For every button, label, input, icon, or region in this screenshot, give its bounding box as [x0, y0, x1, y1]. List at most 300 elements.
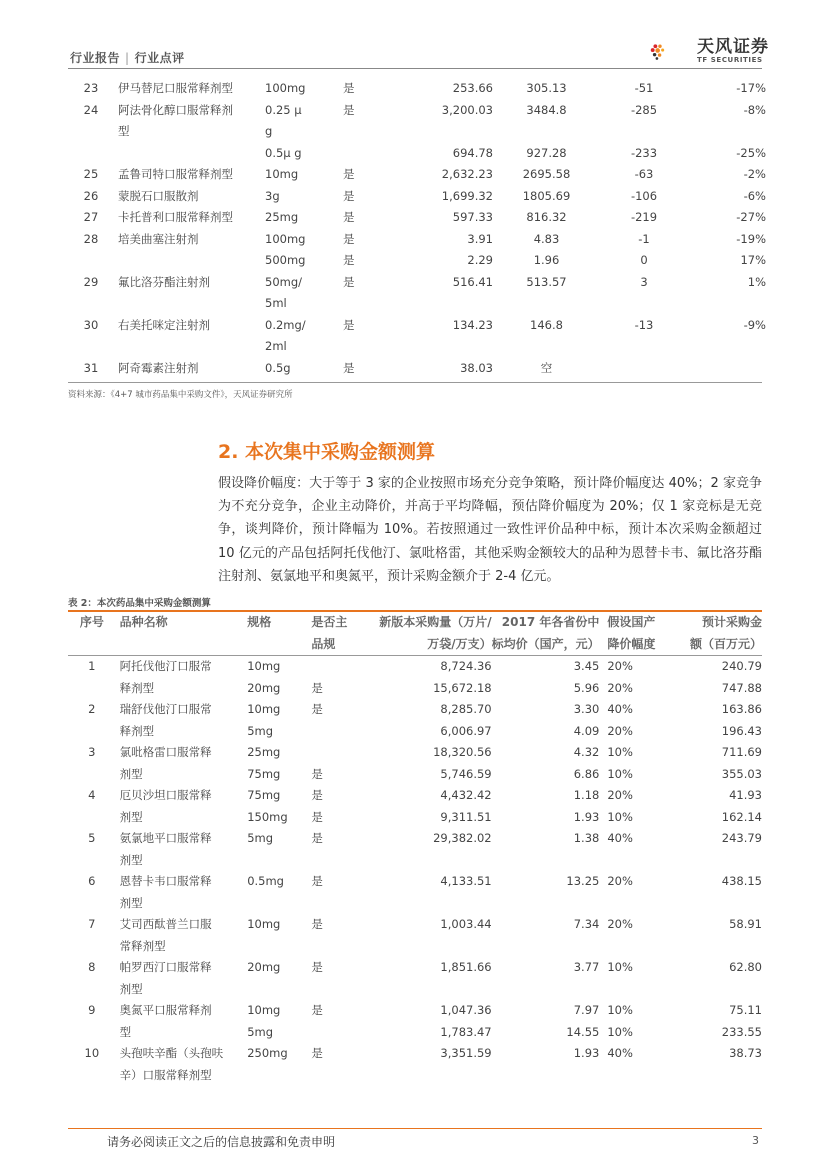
cell-price: 5.96	[573, 680, 600, 695]
cell-spec: 25mg	[265, 210, 299, 224]
table1-bottom-rule	[68, 382, 762, 383]
cell-no: 6	[88, 874, 96, 888]
cell-name: 剂型	[119, 766, 143, 781]
table-row	[68, 1000, 762, 1022]
cell-name: 头孢呋辛酯（头孢呋	[119, 1046, 224, 1060]
cell-price: 3.77	[573, 960, 600, 974]
cell-no: 3	[88, 745, 96, 759]
footer-disclaimer: 请务必阅读正文之后的信息披露和免责申明	[107, 1135, 336, 1149]
cell-spec: 5mg	[247, 831, 274, 845]
cell-name	[114, 143, 265, 165]
col-header-rate-2: 降价幅度	[599, 634, 672, 656]
cell-spec: 250mg	[247, 1046, 288, 1060]
col-header-spec: 规格	[247, 615, 272, 629]
company-logo-name: 天风证券	[697, 37, 769, 57]
cell-name: 释剂型	[119, 723, 155, 738]
cell-spec: 100mg	[265, 81, 306, 95]
cell-vol	[363, 850, 491, 872]
cell-rate	[599, 979, 672, 1001]
cell-price	[395, 336, 493, 358]
col-header-name: 品种名称	[119, 615, 168, 629]
cell-rate	[599, 1065, 672, 1087]
cell-no: 10	[84, 1046, 100, 1060]
cell-prev: 927.28	[526, 145, 567, 160]
cell-no: 24	[83, 102, 99, 117]
table-row	[68, 186, 766, 208]
cell-price: 7.97	[573, 1003, 600, 1017]
cell-flag: 是	[311, 1003, 323, 1017]
cell-flag: 是	[343, 360, 355, 375]
cell-no: 27	[83, 210, 99, 224]
cell-no: 4	[88, 788, 96, 802]
cell-amt	[672, 1065, 762, 1087]
cell-spec: g	[265, 124, 273, 138]
cell-diff: -233	[630, 145, 658, 160]
cell-flag: 是	[343, 274, 355, 289]
cell-amt: 240.79	[721, 659, 762, 673]
section-title: 2. 本次集中采购金额测算	[218, 441, 436, 463]
cell-spec: 20mg	[247, 960, 281, 974]
cell-spec: 500mg	[265, 253, 306, 267]
cell-vol: 4,133.51	[440, 874, 492, 888]
cell-price: 3.45	[573, 659, 600, 673]
cell-flag: 是	[311, 788, 323, 802]
cell-flag	[311, 742, 363, 764]
cell-spec	[247, 936, 311, 958]
footer-divider	[68, 1128, 762, 1129]
cell-no: 28	[83, 231, 99, 246]
cell-name	[114, 336, 265, 358]
cell-no: 23	[83, 81, 99, 95]
cell-price: 4.32	[573, 745, 600, 759]
cell-flag: 是	[343, 167, 355, 181]
cell-name: 氯吡格雷口服常释	[119, 745, 212, 759]
cell-price: 1.93	[573, 1046, 600, 1060]
cell-price	[492, 979, 600, 1001]
cell-name: 艾司西酞普兰口服	[119, 917, 212, 931]
cell-diff	[600, 293, 688, 315]
cell-spec: 10mg	[265, 167, 299, 181]
cell-no	[68, 293, 114, 315]
cell-price: 516.41	[452, 274, 493, 289]
table-row	[68, 272, 766, 294]
cell-amt: 711.69	[721, 745, 762, 759]
cell-spec: 10mg	[247, 917, 281, 931]
cell-spec: 0.5mg	[247, 874, 284, 888]
cell-price: 253.66	[452, 81, 493, 95]
cell-amt: 38.73	[729, 1046, 762, 1060]
cell-vol: 1,783.47	[440, 1024, 492, 1039]
table-row	[68, 164, 766, 186]
cell-diff: -13	[634, 317, 654, 332]
cell-price	[492, 936, 600, 958]
cell-spec: 10mg	[247, 659, 281, 673]
cell-flag: 是	[311, 809, 323, 824]
cell-amt: 243.79	[721, 831, 762, 845]
cell-pct: -2%	[743, 167, 766, 181]
cell-spec: 5mg	[247, 723, 274, 738]
cell-flag: 是	[343, 188, 355, 203]
cell-vol: 18,320.56	[433, 745, 492, 759]
cell-diff: -285	[630, 102, 658, 117]
header-divider	[68, 68, 762, 69]
cell-no: 31	[83, 360, 99, 375]
table-row	[68, 828, 762, 850]
cell-pct: -8%	[743, 102, 766, 117]
cell-flag	[311, 850, 363, 872]
table-row	[68, 250, 766, 272]
cell-spec: 150mg	[247, 809, 288, 824]
table-row	[68, 914, 762, 936]
table2-header-row-1	[68, 612, 762, 634]
table-row	[68, 207, 766, 229]
cell-name: 常释剂型	[119, 938, 166, 953]
cell-vol	[363, 1065, 491, 1087]
col-header-price-2: 标均价（国产，元）	[492, 634, 600, 656]
table-row	[68, 1022, 762, 1044]
cell-price: 3.91	[467, 231, 493, 246]
cell-no: 29	[83, 274, 99, 289]
report-subtype: 行业点评	[134, 51, 185, 65]
cell-price: 38.03	[460, 360, 493, 375]
cell-name: 阿奇霉素注射剂	[118, 360, 199, 375]
cell-name	[114, 250, 265, 272]
header-separator: |	[125, 51, 130, 65]
cell-diff: -106	[630, 188, 658, 203]
cell-no	[68, 1065, 116, 1087]
cell-amt	[672, 893, 762, 915]
cell-spec: 5ml	[265, 296, 287, 310]
cell-price: 134.23	[452, 317, 493, 332]
cell-flag	[311, 979, 363, 1001]
cell-name: 辛）口服常释剂型	[119, 1067, 212, 1082]
cell-vol: 1,047.36	[440, 1003, 492, 1017]
cell-name: 阿法骨化醇口服常释剂	[118, 102, 233, 117]
cell-flag: 是	[311, 831, 323, 845]
cell-rate: 20%	[607, 917, 633, 931]
cell-flag	[311, 1065, 363, 1087]
cell-name: 剂型	[119, 981, 143, 996]
cell-vol: 8,724.36	[440, 659, 492, 673]
cell-no	[68, 121, 114, 143]
cell-spec	[247, 850, 311, 872]
cell-vol: 15,672.18	[433, 680, 492, 695]
cell-name: 瑞舒伐他汀口服常	[119, 702, 212, 716]
cell-name: 氟比洛芬酯注射剂	[118, 274, 210, 289]
table-row	[68, 100, 766, 122]
cell-amt: 162.14	[721, 809, 762, 824]
cell-rate: 10%	[607, 1024, 633, 1039]
cell-prev: 3484.8	[526, 102, 567, 117]
cell-spec: 2ml	[265, 339, 287, 353]
cell-flag	[311, 1022, 363, 1044]
cell-prev	[493, 293, 600, 315]
cell-flag: 是	[311, 702, 323, 716]
cell-vol: 9,311.51	[440, 809, 492, 824]
cell-vol	[363, 893, 491, 915]
cell-rate: 40%	[607, 702, 633, 716]
cell-name: 剂型	[119, 895, 143, 910]
cell-diff	[600, 121, 688, 143]
cell-name: 型	[119, 1024, 132, 1039]
cell-name: 恩替卡韦口服常释	[119, 874, 212, 888]
table-row	[68, 336, 766, 358]
cell-no	[68, 678, 116, 700]
cell-price: 1.38	[573, 831, 600, 845]
cell-no	[68, 250, 114, 272]
cell-prev: 1805.69	[522, 188, 571, 203]
cell-diff: -1	[638, 231, 650, 246]
cell-price: 6.86	[573, 766, 600, 781]
table-row	[68, 742, 762, 764]
cell-name: 伊马替尼口服常释剂型	[118, 81, 233, 95]
cell-rate: 10%	[607, 1003, 633, 1017]
cell-pct: 1%	[747, 274, 766, 289]
table2-caption: 表 2：本次药品集中采购金额测算	[68, 598, 211, 609]
cell-no: 5	[88, 831, 96, 845]
cell-diff: -219	[630, 210, 658, 224]
cell-vol: 8,285.70	[440, 702, 492, 716]
cell-name: 剂型	[119, 809, 143, 824]
cell-spec	[247, 893, 311, 915]
cell-no: 1	[88, 659, 96, 673]
cell-name: 型	[118, 124, 130, 138]
table-row	[68, 699, 762, 721]
cell-price	[395, 293, 493, 315]
table-row	[68, 1065, 762, 1087]
cell-amt: 58.91	[729, 917, 762, 931]
cell-prev: 空	[540, 360, 553, 375]
cell-rate	[599, 850, 672, 872]
cell-spec: 10mg	[247, 1003, 281, 1017]
col-header-volume-2: 万袋/万支）	[363, 634, 491, 656]
col-header-flag: 是否主	[311, 615, 348, 629]
col-header-volume: 新版本采购量（万片/	[379, 615, 492, 629]
cell-spec: 25mg	[247, 745, 281, 759]
cell-no	[68, 143, 114, 165]
cell-amt: 233.55	[721, 1024, 762, 1039]
cell-price: 1.18	[573, 788, 600, 802]
cell-no	[68, 807, 116, 829]
table-row	[68, 807, 762, 829]
cell-rate: 40%	[607, 1046, 633, 1060]
cell-no: 2	[88, 702, 96, 716]
cell-flag: 是	[343, 210, 355, 224]
cell-flag	[311, 936, 363, 958]
cell-flag: 是	[311, 680, 323, 695]
col-header-amount: 预计采购金	[701, 615, 762, 629]
cell-rate: 10%	[607, 960, 633, 974]
table-row	[68, 229, 766, 251]
cell-price: 3,200.03	[441, 102, 493, 117]
cell-price: 7.34	[573, 917, 600, 931]
cell-pct: -27%	[736, 210, 766, 224]
cell-no: 25	[83, 167, 99, 181]
cell-amt: 747.88	[721, 680, 762, 695]
cell-no: 30	[83, 317, 99, 332]
table-row	[68, 957, 762, 979]
cell-rate: 10%	[607, 745, 633, 759]
cell-pct	[688, 121, 766, 143]
cell-flag: 是	[343, 102, 355, 117]
cell-price: 2,632.23	[441, 167, 493, 181]
cell-vol: 6,006.97	[440, 723, 492, 738]
cell-rate: 40%	[607, 831, 633, 845]
cell-vol: 29,382.02	[433, 831, 492, 845]
cell-price: 1.93	[573, 809, 600, 824]
cell-no	[68, 336, 114, 358]
cell-prev: 4.83	[533, 231, 560, 246]
cell-pct: -25%	[736, 145, 766, 160]
cell-spec: 20mg	[247, 680, 281, 695]
cell-flag: 是	[311, 960, 323, 974]
cell-amt: 163.86	[721, 702, 762, 716]
cell-no	[68, 893, 116, 915]
cell-pct: -6%	[743, 188, 766, 203]
cell-name	[114, 293, 265, 315]
cell-spec: 3g	[265, 188, 280, 203]
cell-flag: 是	[311, 917, 323, 931]
cell-prev: 816.32	[526, 210, 567, 224]
table-row	[68, 850, 762, 872]
cell-spec	[247, 979, 311, 1001]
cell-name: 阿托伐他汀口服常	[119, 659, 212, 673]
table1-source-note: 资料来源：《4+7 城市药品集中采购文件》，天风证券研究所	[68, 390, 293, 400]
cell-prev: 513.57	[526, 274, 567, 289]
cell-name: 氨氯地平口服常释	[119, 831, 212, 845]
cell-rate: 20%	[607, 659, 633, 673]
cell-name: 培美曲塞注射剂	[118, 231, 199, 246]
cell-spec: 10mg	[247, 702, 281, 716]
table-row	[68, 293, 766, 315]
cell-amt	[672, 850, 762, 872]
cell-flag	[311, 893, 363, 915]
cell-prev: 305.13	[526, 81, 567, 95]
cell-pct: -19%	[736, 231, 766, 246]
cell-flag: 是	[343, 81, 355, 95]
cell-amt	[672, 936, 762, 958]
cell-pct	[688, 336, 766, 358]
cell-price: 597.33	[452, 210, 493, 224]
cell-amt: 438.15	[721, 874, 762, 888]
cell-name: 释剂型	[119, 680, 155, 695]
cell-flag	[311, 656, 363, 678]
report-category	[70, 49, 185, 66]
cell-vol	[363, 979, 491, 1001]
cell-price: 1,699.32	[441, 188, 493, 203]
table-row	[68, 315, 766, 337]
cell-price: 694.78	[452, 145, 493, 160]
cell-spec	[247, 1065, 311, 1087]
cell-price: 3.30	[573, 702, 600, 716]
cell-flag: 是	[311, 1046, 323, 1060]
table-row	[68, 78, 766, 100]
cell-amt: 41.93	[729, 788, 762, 802]
price-comparison-table	[68, 78, 766, 379]
cell-vol: 5,746.59	[440, 766, 492, 781]
cell-rate: 20%	[607, 788, 633, 802]
cell-spec: 75mg	[247, 788, 281, 802]
col-header-price: 2017 年各省份中	[501, 615, 600, 629]
table-row	[68, 1043, 762, 1065]
table-row	[68, 764, 762, 786]
cell-spec: 50mg/	[265, 274, 303, 289]
cell-rate: 10%	[607, 766, 633, 781]
cell-no: 7	[88, 917, 96, 931]
cell-flag	[311, 721, 363, 743]
table-row	[68, 721, 762, 743]
table-row	[68, 678, 762, 700]
cell-pct: -9%	[743, 317, 766, 332]
cell-price	[492, 893, 600, 915]
cell-prev: 146.8	[530, 317, 563, 332]
cell-vol: 1,003.44	[440, 917, 492, 931]
table-row	[68, 656, 762, 678]
table2-header-row-2	[68, 634, 762, 656]
col-header-flag-2: 品规	[311, 634, 363, 656]
cell-name: 奥氮平口服常释剂	[119, 1003, 212, 1017]
cell-rate	[599, 936, 672, 958]
cell-no: 8	[88, 960, 96, 974]
cell-pct	[688, 293, 766, 315]
table-row	[68, 358, 766, 380]
cell-amt: 75.11	[729, 1003, 762, 1017]
cell-rate	[599, 893, 672, 915]
col-header-rate: 假设国产	[607, 615, 656, 629]
cell-amt: 196.43	[721, 723, 762, 738]
cell-vol: 1,851.66	[440, 960, 492, 974]
cell-name: 剂型	[119, 852, 143, 867]
cell-prev	[493, 121, 600, 143]
cell-prev: 1.96	[533, 253, 560, 267]
table-row	[68, 121, 766, 143]
cell-spec: 0.5μ g	[265, 145, 302, 160]
cell-spec: 75mg	[247, 766, 281, 781]
cell-price: 13.25	[566, 874, 600, 888]
table-row	[68, 143, 766, 165]
cell-spec: 0.5g	[265, 360, 291, 375]
cell-name: 卡托普利口服常释剂型	[118, 210, 233, 224]
table-row	[68, 893, 762, 915]
cell-diff	[600, 336, 688, 358]
company-logo-english: TF SECURITIES	[697, 56, 763, 64]
cell-rate: 10%	[607, 809, 633, 824]
cell-diff	[600, 358, 688, 380]
cell-flag: 是	[343, 231, 355, 246]
cell-amt: 355.03	[721, 766, 762, 781]
cell-name: 帕罗西汀口服常释	[119, 960, 212, 974]
cell-no	[68, 1022, 116, 1044]
cell-price	[395, 121, 493, 143]
cell-vol: 3,351.59	[440, 1046, 492, 1060]
cell-vol: 4,432.42	[440, 788, 492, 802]
cell-rate: 20%	[607, 874, 633, 888]
procurement-amount-table	[68, 612, 762, 1086]
cell-no	[68, 721, 116, 743]
cell-flag	[343, 293, 395, 315]
cell-flag: 是	[343, 253, 355, 267]
cell-vol	[363, 936, 491, 958]
cell-name: 厄贝沙坦口服常释	[119, 788, 212, 802]
col-header-amount-2: 额（百万元）	[672, 634, 762, 656]
cell-pct: -17%	[736, 81, 766, 95]
table-row	[68, 871, 762, 893]
cell-name: 蒙脱石口服散剂	[118, 188, 199, 203]
cell-diff: 3	[640, 274, 648, 289]
cell-no	[68, 979, 116, 1001]
cell-name: 孟鲁司特口服常释剂型	[118, 167, 233, 181]
cell-spec: 0.25 μ	[265, 102, 302, 117]
